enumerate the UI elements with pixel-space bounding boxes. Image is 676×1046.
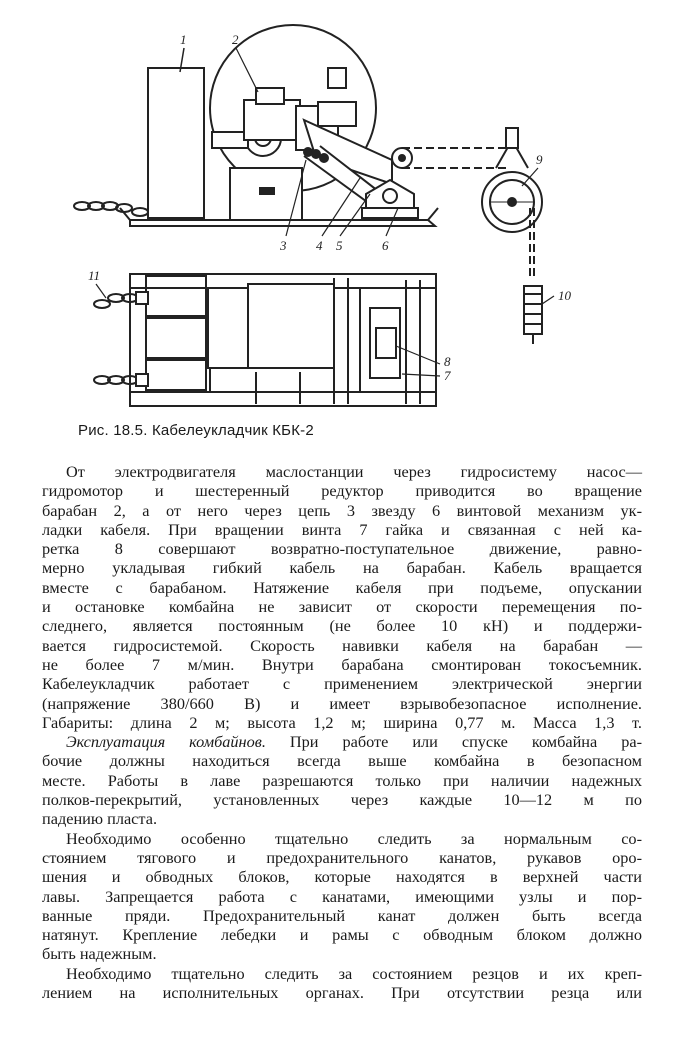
text-line: вместе с барабаном. Натяжение кабеля при подъеме, опускании bbox=[42, 577, 642, 597]
cable-layer-technical-drawing bbox=[60, 8, 660, 416]
text-line: ладки кабеля. При вращении винта 7 гайка и связанная с ней ка- bbox=[42, 519, 642, 539]
text-line: бочие должны находиться всегда выше комбайна в безопасном bbox=[42, 751, 642, 771]
text-line: полков-перекрытий, установленных через каждые 10—12 м по bbox=[42, 790, 642, 810]
text-line: (напряжение 380/660 В) и имеет взрывобезопасное исполнение. bbox=[42, 693, 642, 713]
label-3: 3 bbox=[280, 238, 287, 253]
label-6: 6 bbox=[382, 238, 389, 253]
text-line: не более 7 м/мин. Внутри барабана смонтирован токосъемник. bbox=[42, 654, 642, 674]
text-line: барабан 2, а от него через цепь 3 звезду 6 винтовой механизм ук- bbox=[42, 500, 642, 520]
text-line: следнего, является постоянным (не более 10 кН) и поддержи- bbox=[42, 616, 642, 636]
text-line bbox=[42, 732, 642, 751]
text-line: падению пласта. bbox=[42, 809, 158, 829]
text-line: ванные пряди. Предохранительный канат должен быть всегда bbox=[42, 905, 642, 925]
figure-caption: Рис. 18.5. Кабелеукладчик КБК-2 bbox=[78, 422, 314, 439]
label-8: 8 bbox=[444, 354, 451, 369]
text-line: Необходимо особенно тщательно следить за нормальным со- bbox=[66, 828, 642, 848]
text-line: мерно укладывая гибкий кабель на барабан. Кабель вращается bbox=[42, 558, 642, 578]
text-line: шения и обводных блоков, которые находятся в верхней части bbox=[42, 867, 642, 887]
text-line: Кабелеукладчик работает с применением электрической энергии bbox=[42, 674, 642, 694]
label-2: 2 bbox=[232, 32, 239, 47]
label-4: 4 bbox=[316, 238, 323, 253]
text-line: быть надежным. bbox=[42, 944, 157, 964]
text-line: натянут. Крепление лебедки и рамы с обводным блоком должно bbox=[42, 925, 642, 945]
text-line: Необходимо тщательно следить за состоянием резцов и их креп- bbox=[66, 963, 642, 983]
section-lead: Эксплуатация комбайнов. bbox=[66, 732, 266, 752]
figure-kbk2-drawing bbox=[60, 8, 660, 416]
label-9: 9 bbox=[536, 152, 543, 167]
text-line: стоянием тягового и предохранительного канатов, рукавов оро- bbox=[42, 847, 642, 867]
text-line: Габариты: длина 2 м; высота 1,2 м; ширина 0,77 м. Масса 1,3 т. bbox=[42, 712, 642, 732]
body-text bbox=[42, 462, 642, 1002]
label-1: 1 bbox=[180, 32, 187, 47]
text-line: гидромотор и шестеренный редуктор приводится во вращение bbox=[42, 481, 642, 501]
label-10: 10 bbox=[558, 288, 571, 303]
label-5: 5 bbox=[336, 238, 343, 253]
text-line: месте. Работы в лаве разрешаются только при наличии надежных bbox=[42, 770, 642, 790]
text-line: лением на исполнительных органах. При отсутствии резца или bbox=[42, 983, 642, 1003]
text-line: лавы. Запрещается работа с канатами, имеющими узлы и пор- bbox=[42, 886, 642, 906]
label-11: 11 bbox=[88, 268, 101, 283]
text-line: От электродвигателя маслостанции через гидросистему насос— bbox=[66, 462, 642, 481]
text-line: и остановке комбайна не зависит от скорости перемещения по- bbox=[42, 597, 642, 617]
text-line: ретка 8 совершают возвратно-поступательное движение, равно- bbox=[42, 539, 642, 559]
text-line: вается гидросистемой. Скорость навивки кабеля на барабан — bbox=[42, 635, 642, 655]
text-line-rest: При работе или спуске комбайна ра- bbox=[265, 732, 642, 752]
label-7: 7 bbox=[444, 368, 451, 383]
